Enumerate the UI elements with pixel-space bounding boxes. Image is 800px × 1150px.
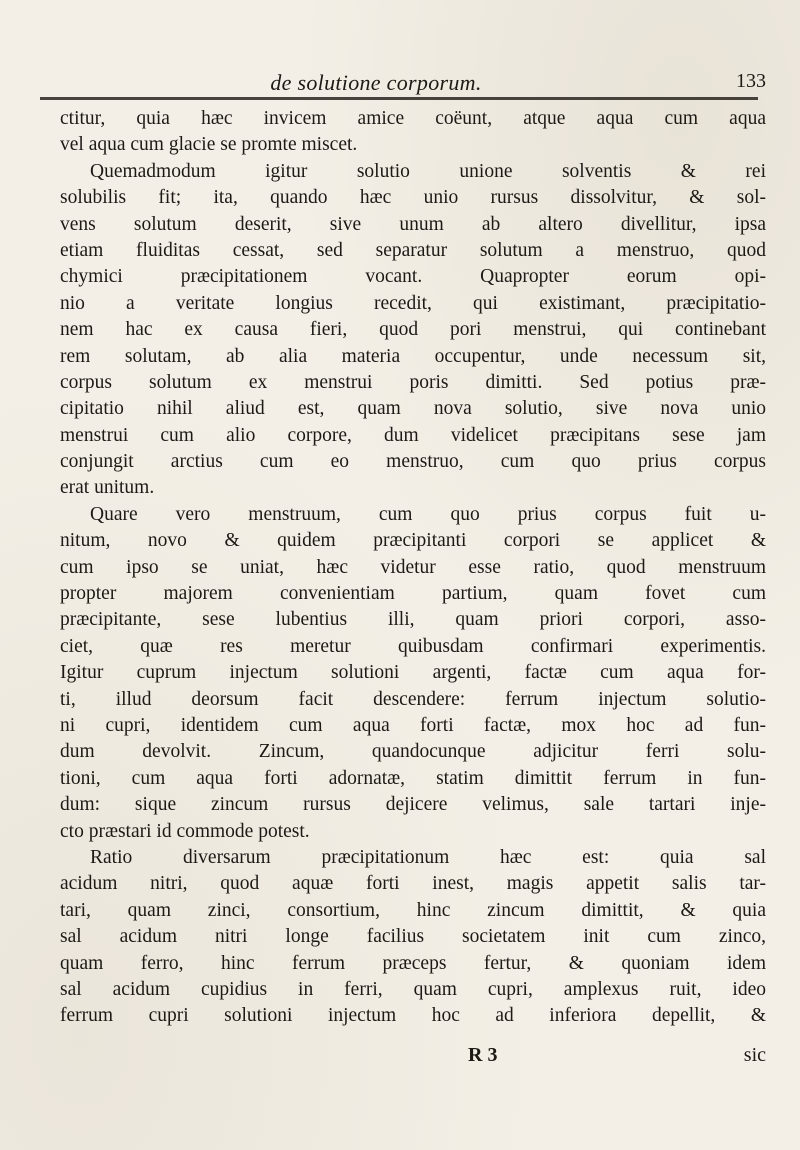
text-line: ferrum cupri solutioni injectum hoc ad inferiora depellit, & (60, 1005, 766, 1027)
text-line: quam ferro, hinc ferrum præceps fertur, & quoniam idem (60, 952, 766, 974)
text-line: tari, quam zinci, consortium, hinc zincum dimittit, & quia (60, 899, 766, 921)
text-line: ctitur, quia hæc invicem amice coëunt, atque aqua cum aqua (60, 108, 766, 129)
catchword: sic (743, 1044, 766, 1066)
header-rule (40, 97, 758, 100)
text-line: conjungit arctius cum eo menstruo, cum quo prius corpus (60, 451, 766, 473)
text-line: dum devolvit. Zincum, quandocunque adjicitur ferri solu- (60, 741, 766, 763)
text-line: sal acidum cupidius in ferri, quam cupri, amplexus ruit, ideo (60, 978, 766, 1000)
text-line: ni cupri, identidem cum aqua forti factæ, mox hoc ad fun- (60, 714, 766, 736)
text-line: erat unitum. (60, 477, 155, 499)
text-line: chymici præcipitationem vocant. Quapropter eorum opi- (60, 266, 766, 288)
text-line: cipitatio nihil aliud est, quam nova solutio, sive nova unio (60, 398, 766, 420)
text-line: Quemadmodum igitur solutio unione solventis & rei (90, 160, 766, 182)
text-line: Igitur cuprum injectum solutioni argenti, factæ cum aqua for- (60, 662, 766, 684)
page-number: 133 (736, 70, 766, 92)
text-line: corpus solutum ex menstrui poris dimitti. Sed potius præ- (60, 371, 766, 393)
text-line: etiam fluiditas cessat, sed separatur solutum a menstruo, quod (60, 239, 766, 261)
body-text (60, 106, 766, 1030)
running-title: de solutione corporum. (270, 70, 482, 95)
text-line: sal acidum nitri longe facilius societatem init cum zinco, (60, 926, 766, 948)
text-line: rem solutam, ab alia materia occupentur, unde necessum sit, (60, 345, 766, 367)
text-line: propter majorem convenientiam partium, quam fovet cum (60, 583, 766, 605)
text-line: acidum nitri, quod aquæ forti inest, magis appetit salis tar- (60, 873, 766, 895)
text-line: ciet, quæ res meretur quibusdam confirmari experimentis. (60, 635, 766, 657)
signature-mark: R 3 (468, 1044, 498, 1066)
text-line: præcipitante, sese lubentius illi, quam priori corpori, asso- (60, 609, 766, 631)
text-line: cto præstari id commode potest. (60, 820, 310, 842)
text-line: dum: sique zincum rursus dejicere velimus, sale tartari inje- (60, 794, 766, 816)
text-line: Ratio diversarum præcipitationum hæc est: quia sal (90, 846, 766, 868)
text-line: cum ipso se uniat, hæc videtur esse ratio, quod menstruum (60, 556, 766, 578)
text-line: vel aqua cum glacie se promte miscet. (60, 134, 358, 156)
text-line: nem hac ex causa fieri, quod pori menstrui, qui continebant (60, 319, 766, 341)
text-line: ti, illud deorsum facit descendere: ferrum injectum solutio- (60, 688, 766, 710)
text-line: menstrui cum alio corpore, dum videlicet præcipitans sese jam (60, 424, 766, 446)
text-line: nio a veritate longius recedit, qui existimant, præcipitatio- (60, 292, 766, 314)
text-line: nitum, novo & quidem præcipitanti corpori se applicet & (60, 530, 766, 552)
text-line: vens solutum deserit, sive unum ab altero divellitur, ipsa (60, 213, 766, 235)
text-line: tioni, cum aqua forti adornatæ, statim dimittit ferrum in fun- (60, 767, 766, 789)
text-line: Quare vero menstruum, cum quo prius corpus fuit u- (90, 503, 766, 525)
text-line: solubilis fit; ita, quando hæc unio rursus dissolvitur, & sol- (60, 187, 766, 209)
